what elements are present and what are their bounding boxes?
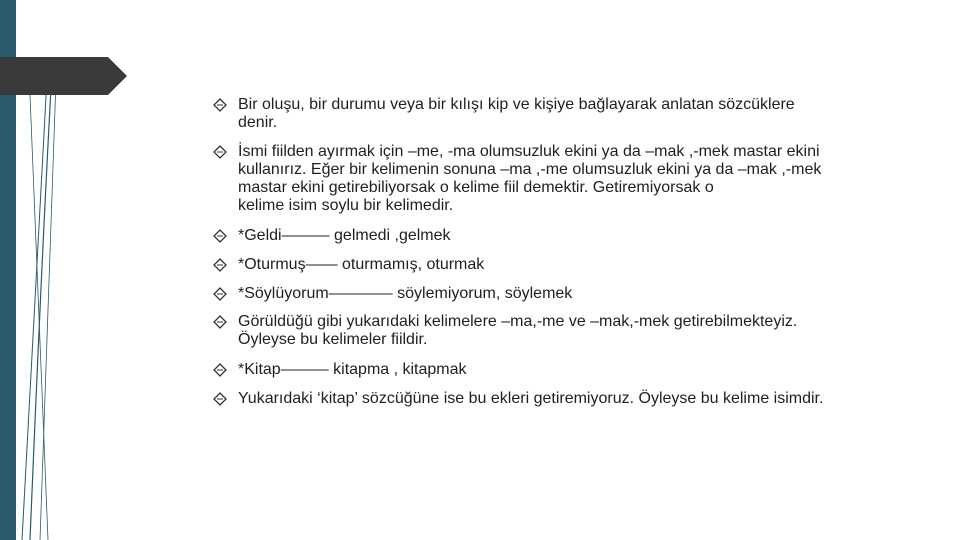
bullet-line: denir. <box>238 114 278 131</box>
bullet-line: kelime isim soylu bir kelimedir. <box>238 197 454 214</box>
bullet-item <box>213 285 913 303</box>
bullet-line: *Kitap——— kitapma , kitapmak <box>238 361 467 378</box>
bullet-item <box>213 227 913 245</box>
diamond-outline-icon <box>213 315 227 329</box>
diamond-outline-icon <box>213 363 227 377</box>
bullet-line: Görüldüğü gibi yukarıdaki kelimelere –ma,-me ve –mak,-mek getirebilmekteyiz. <box>238 313 798 330</box>
bullet-line: *Söylüyorum———— söylemiyorum, söylemek <box>238 285 573 302</box>
bullet-line: Bir oluşu, bir durumu veya bir kılışı kip ve kişiye bağlayarak anlatan sözcüklere <box>238 96 795 113</box>
bullet-line: *Oturmuş—— oturmamış, oturmak <box>238 256 485 273</box>
diamond-outline-icon <box>213 98 227 112</box>
bullet-line: Öyleyse bu kelimeler fiildir. <box>238 331 428 348</box>
diamond-outline-icon <box>213 287 227 301</box>
bullet-item <box>213 256 913 274</box>
bullet-line: *Geldi——— gelmedi ,gelmek <box>238 227 451 244</box>
bullet-list <box>213 96 913 408</box>
bullet-item <box>213 313 913 349</box>
diamond-outline-icon <box>213 392 227 406</box>
diamond-outline-icon <box>213 145 227 159</box>
title-tab <box>0 57 127 95</box>
bullet-item <box>213 361 913 379</box>
diamond-outline-icon <box>213 229 227 243</box>
diamond-outline-icon <box>213 258 227 272</box>
bullet-line: İsmi fiilden ayırmak için –me, -ma olumsuzluk ekini ya da –mak ,-mek mastar ekini <box>238 143 820 160</box>
bullet-item <box>213 390 913 408</box>
bullet-item <box>213 96 913 132</box>
bullet-line: kullanırız. Eğer bir kelimenin sonuna –ma ,-me olumsuzluk ekini ya da –mak ,-mek <box>238 161 822 178</box>
bullet-line: Yukarıdaki ‘kitap’ sözcüğüne ise bu ekleri getiremiyoruz. Öyleyse bu kelime isimdir. <box>238 390 824 407</box>
bullet-line: mastar ekini getirebiliyorsak o kelime fiil demektir. Getiremiyorsak o <box>238 179 714 196</box>
bullet-item <box>213 143 913 215</box>
